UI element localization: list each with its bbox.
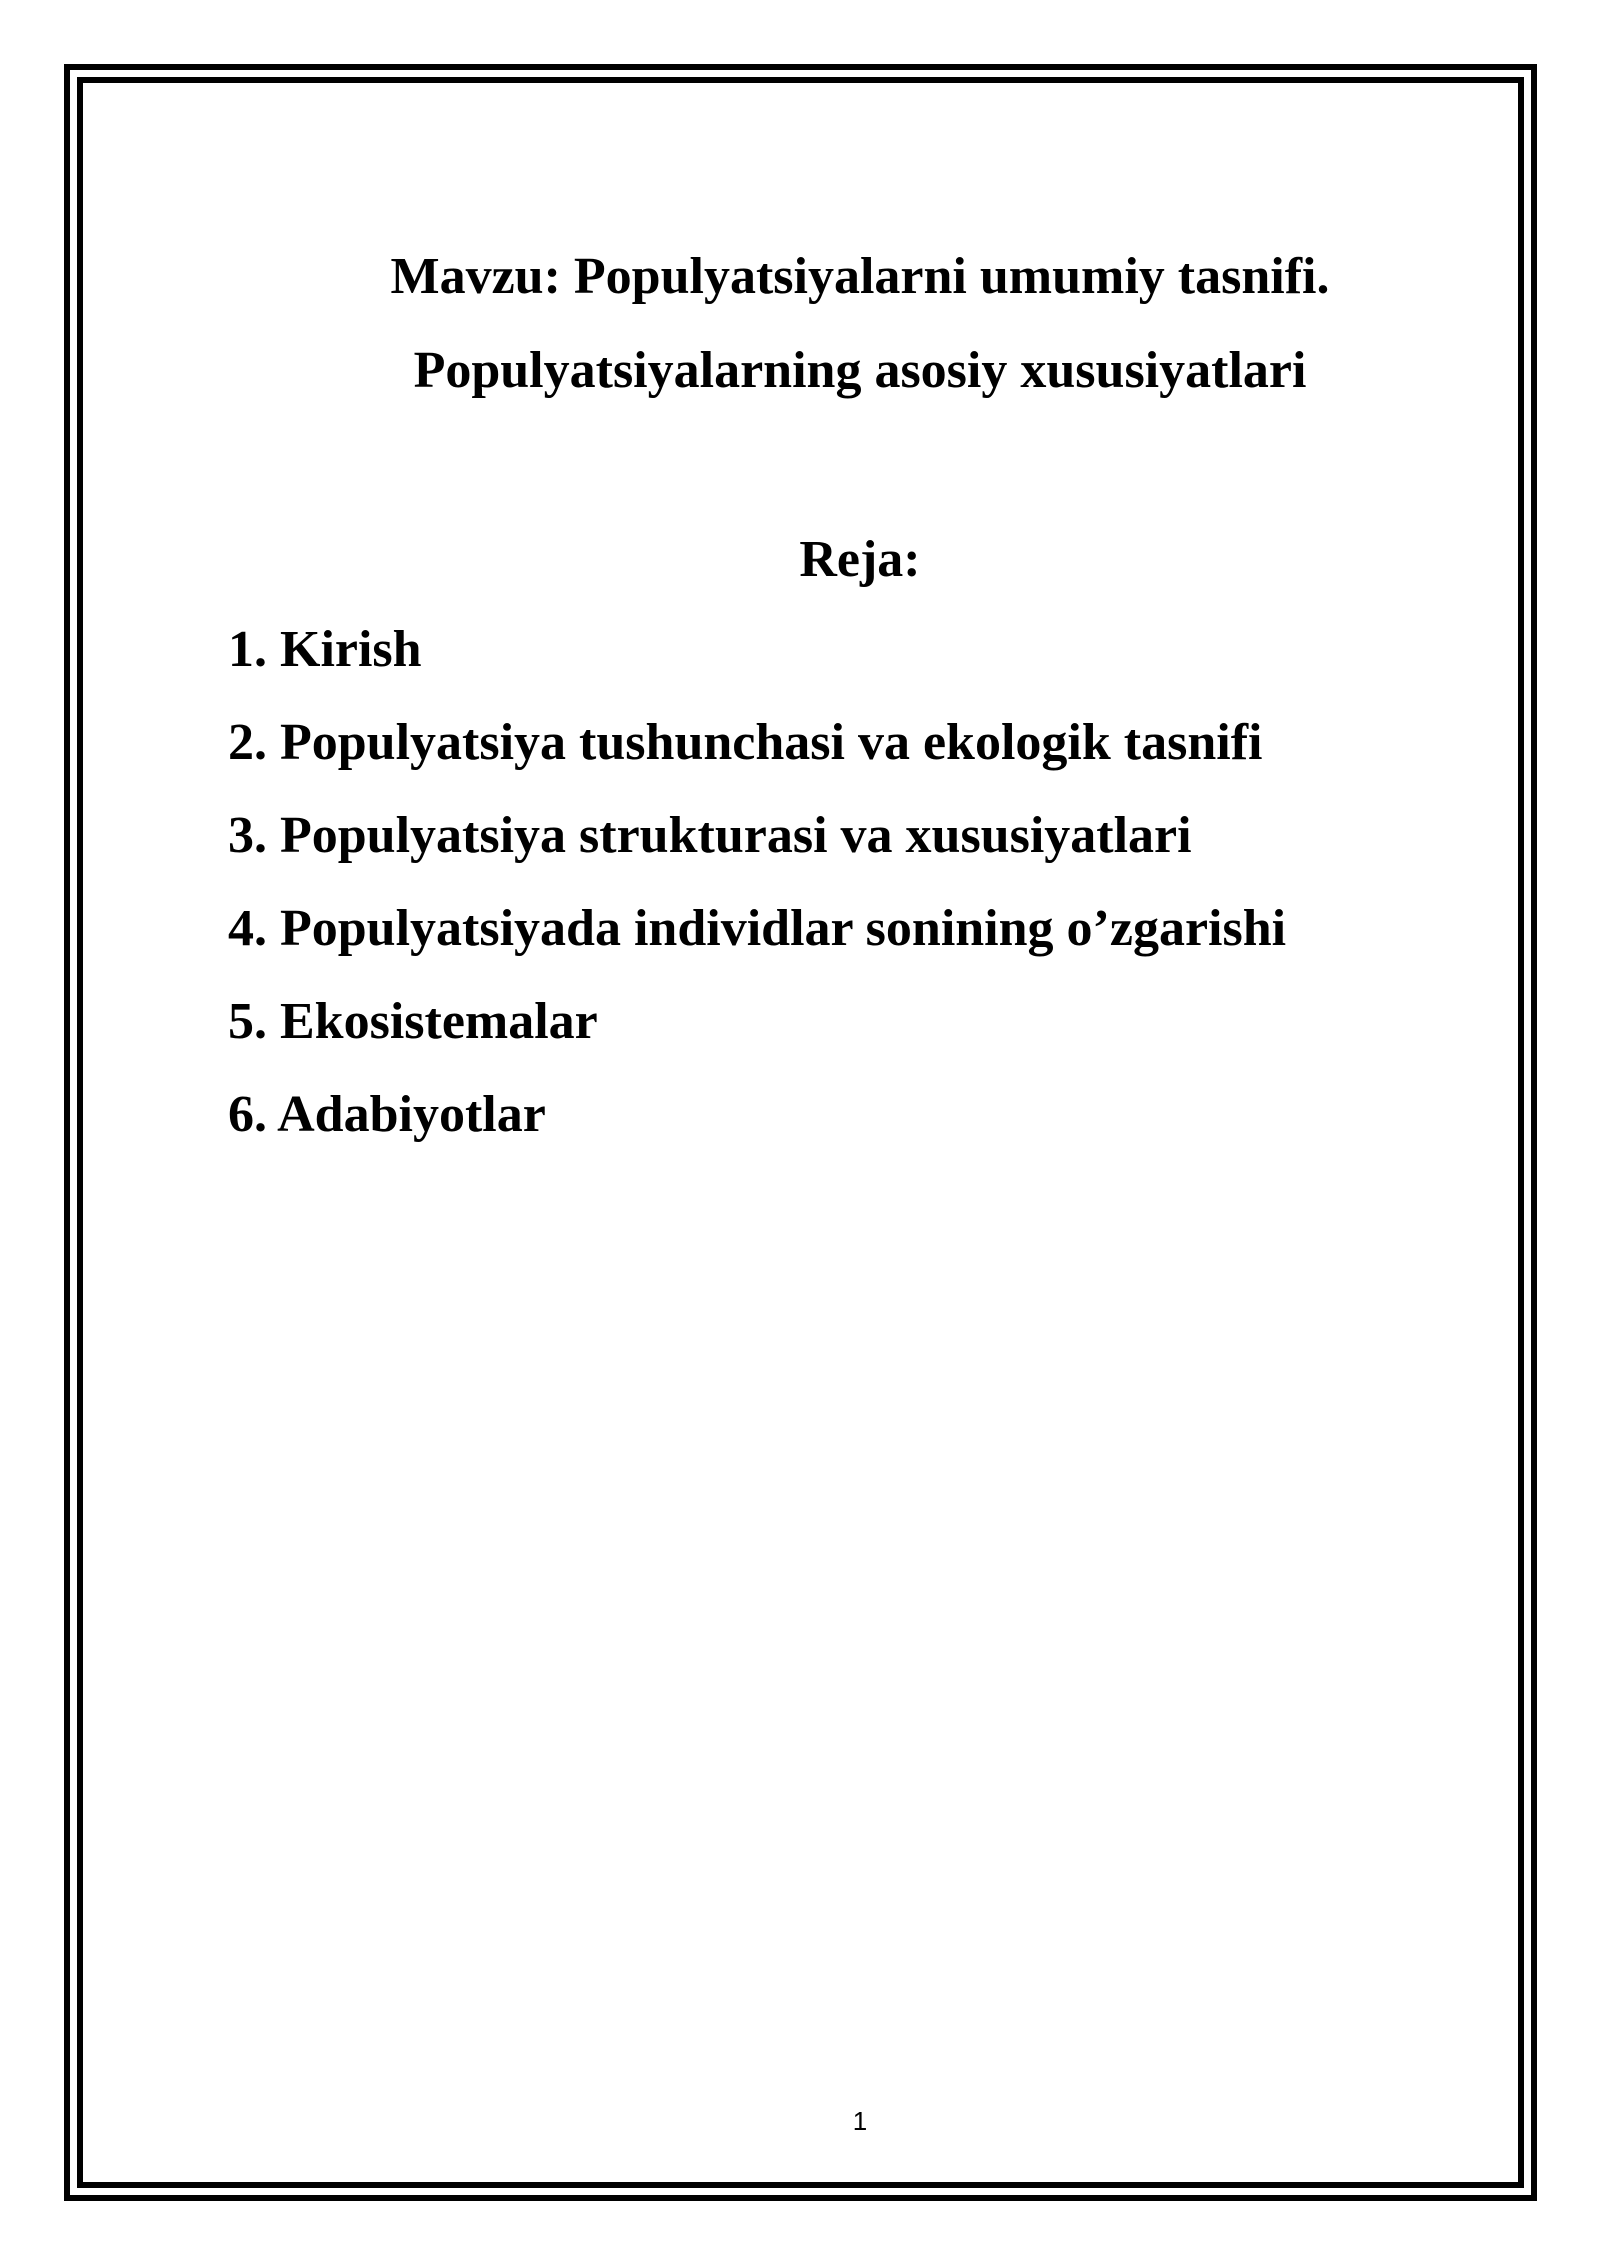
document-title-line-2: Populyatsiyalarning asosiy xususiyatlari — [413, 342, 1307, 399]
plan-item-introduction: 1. Kirish — [228, 621, 422, 678]
plan-item-population-concept: 2. Populyatsiya tushunchasi va ekologik tasnifi — [228, 714, 1263, 771]
plan-item-population-change: 4. Populyatsiyada individlar sonining o’zgarishi — [228, 900, 1287, 957]
plan-item-ecosystems: 5. Ekosistemalar — [228, 993, 598, 1050]
plan-item-references: 6. Adabiyotlar — [228, 1086, 546, 1143]
plan-item-population-structure: 3. Populyatsiya strukturasi va xususiyatlari — [228, 807, 1192, 864]
plan-list — [228, 618, 1286, 1176]
page-number: 1 — [852, 2106, 868, 2136]
plan-heading: Reja: — [799, 531, 921, 588]
document-title-line-1: Mavzu: Populyatsiyalarni umumiy tasnifi. — [390, 248, 1330, 305]
